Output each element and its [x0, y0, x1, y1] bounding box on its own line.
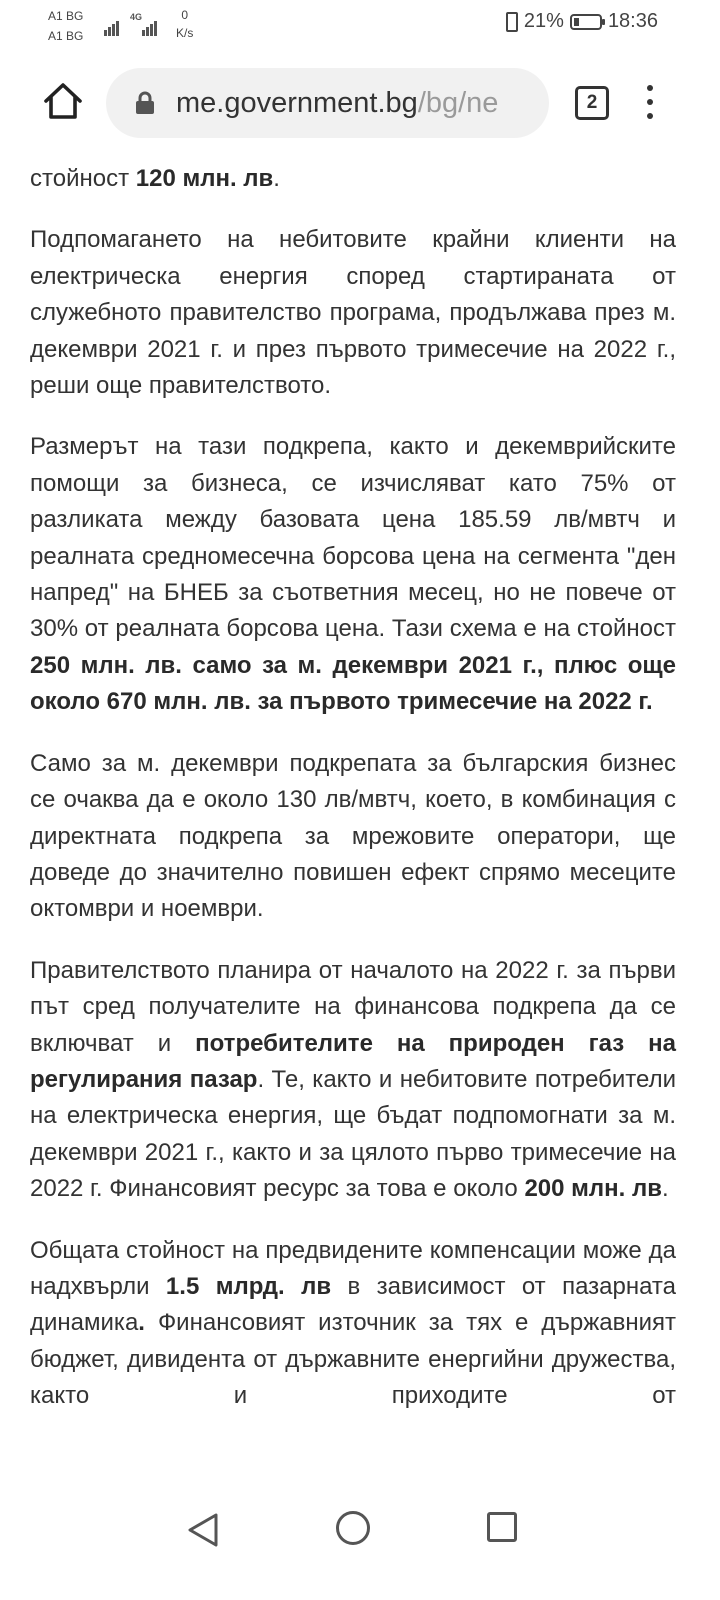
overflow-menu-icon[interactable]: [640, 85, 660, 125]
status-right: [506, 10, 658, 33]
home-circle-icon[interactable]: [336, 1511, 370, 1545]
battery-icon: [570, 14, 602, 30]
carrier-labels: [48, 6, 83, 46]
speed-unit: K/s: [176, 26, 194, 40]
clock: 18:36: [607, 10, 658, 32]
battery-percent: 21%: [523, 10, 564, 32]
signal-icon: [104, 18, 120, 36]
carrier-2: A1 BG: [48, 29, 84, 43]
paragraph-5: Общата стойност на предвидените компенсации може да надхвърли 1.5 млрд. лв в зависимост от пазарната динамика. Финансовият източник за тях е държавният бюджет, дивидента от държавните енергийни дружества, както и приходите от: [30, 1236, 676, 1410]
browser-toolbar: [0, 50, 720, 155]
status-bar: [0, 0, 720, 50]
home-icon[interactable]: [42, 80, 84, 122]
paragraph-2: Размерът на тази подкрепа, както и декемврийските помощи за бизнеса, се изчисляват като 75% от разликата между базовата цена 185.59 лв/мвтч и реалната средномесечна борсова цена на сегмента "ден напред" на БНЕБ за съответния месец, но не повече от 30% от реалната борсова цена. Тази схема е на стойност 250 млн. лв. само за м. декември 2021 г., плюс още около 670 млн. лв. за първото тримесечие на 2022 г.: [30, 433, 676, 716]
article-body: [30, 155, 676, 1415]
network-type: 4G: [130, 12, 143, 22]
url-domain: me.government.bg: [176, 87, 418, 119]
system-nav-bar: [0, 1490, 720, 1600]
paragraph-0: стойност 120 млн. лв.: [30, 165, 280, 192]
paragraph-4: Правителството планира от началото на 2022 г. за първи път сред получателите на финансова подкрепа да се включват и потребителите на природен газ на регулирания пазар. Те, както и небитовите потребители на електрическа енергия, ще бъдат подпомогнати за м. декември 2021 г., както и за цялото първо тримесечие на 2022 г. Финансовият ресурс за това е около 200 млн. лв.: [30, 956, 676, 1203]
back-icon[interactable]: [186, 1512, 220, 1548]
address-bar[interactable]: [106, 68, 549, 138]
speed-value: 0: [181, 8, 189, 22]
paragraph-3: Само за м. декември подкрепата за българския бизнес се очаква да е около 130 лв/мвтч, което, в комбинация с директната подкрепа за мрежовите оператори, ще доведе до значително повишен ефект спрямо месеците октомври и ноември.: [30, 749, 676, 923]
signal-icon-2: [142, 18, 158, 36]
carrier-1: A1 BG: [48, 9, 84, 23]
recents-square-icon[interactable]: [487, 1512, 517, 1542]
vibrate-icon: [506, 12, 518, 32]
paragraph-1: Подпомагането на небитовите крайни клиенти на електрическа енергия според стартираната от служебното правителство програма, продължава през м. декември 2021 г. и през първото тримесечие на 2022 г., реши още правителството.: [30, 226, 676, 400]
url-text[interactable]: [176, 87, 498, 120]
url-path: /bg/ne: [417, 87, 499, 119]
network-speed: [176, 6, 193, 42]
lock-icon: [134, 91, 156, 115]
tab-switcher-button[interactable]: 2: [575, 86, 609, 120]
